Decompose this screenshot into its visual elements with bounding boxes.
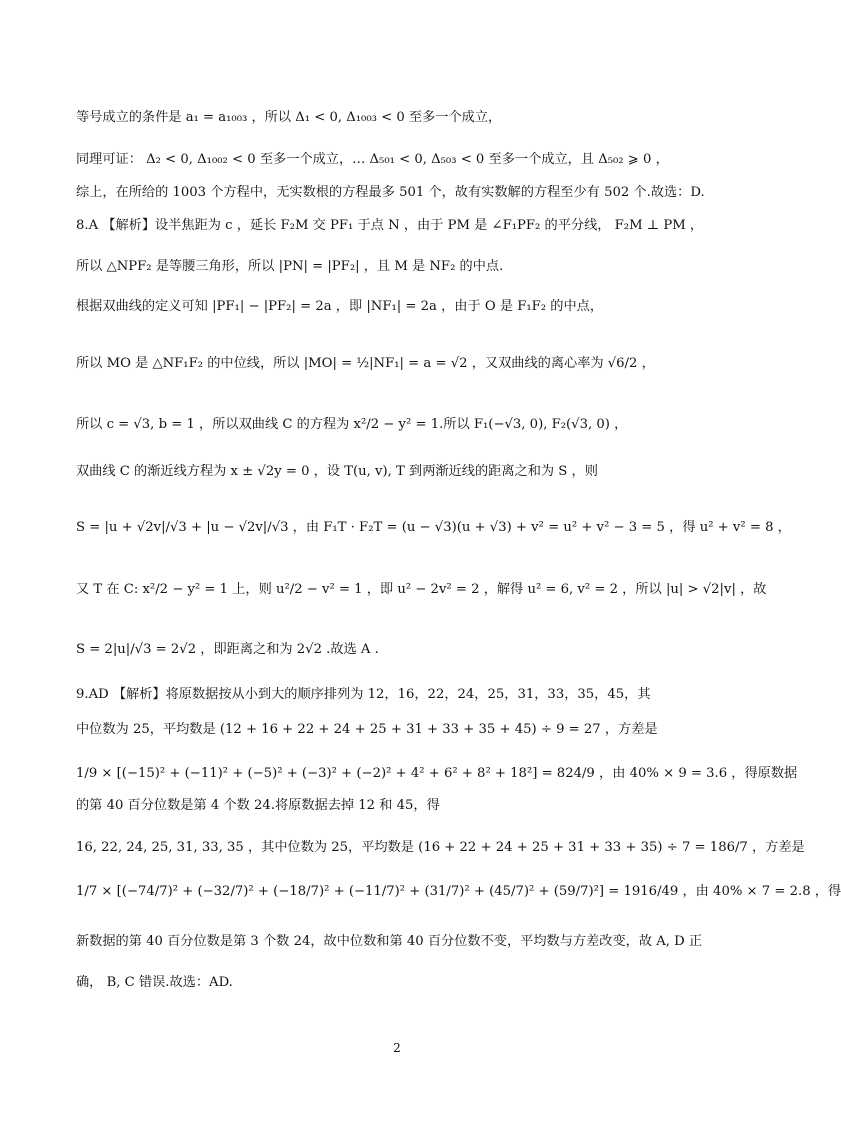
text-line: 等号成立的条件是 a₁ = a₁₀₀₃ ，所以 Δ₁ < 0, Δ₁₀₀₃ < 0 至多一个成立， (76, 110, 502, 125)
text-line: 8.A 【解析】设半焦距为 c ，延长 F₂M 交 PF₁ 于点 N ，由于 PM 是 ∠F₁PF₂ 的平分线， F₂M ⊥ PM ， (76, 218, 704, 233)
text-line: 同理可证： Δ₂ < 0, Δ₁₀₀₂ < 0 至多一个成立，… Δ₅₀₁ < 0, Δ₅₀₃ < 0 至多一个成立，且 Δ₅₀₂ ⩾ 0 ， (76, 152, 669, 167)
text-line: S = |u + √2v|/√3 + |u − √2v|/√3 ，由 F₁T · F₂T = (u − √3)(u + √3) + v² = u² + v² − 3 = 5 ，得 u² + v² = 8 ， (76, 520, 791, 535)
text-line: 9.AD 【解析】将原数据按从小到大的顺序排列为 12，16，22，24，25，31，33，35，45，其 (76, 687, 651, 702)
text-line: 所以 MO 是 △NF₁F₂ 的中位线，所以 |MO| = ½|NF₁| = a = √2 ，又双曲线的离心率为 √6/2 ， (76, 356, 655, 371)
text-line: 的第 40 百分位数是第 4 个数 24.将原数据去掉 12 和 45，得 (76, 798, 440, 813)
text-line: 新数据的第 40 百分位数是第 3 个数 24，故中位数和第 40 百分位数不变，平均数与方差改变，故 A, D 正 (76, 934, 703, 949)
text-line: 又 T 在 C: x²/2 − y² = 1 上，则 u²/2 − v² = 1 ，即 u² − 2v² = 2 ，解得 u² = 6, v² = 2 ，所以 |u| > √2|v| ，故 (76, 582, 767, 597)
text-line: 1/9 × [(−15)² + (−11)² + (−5)² + (−3)² + (−2)² + 4² + 6² + 8² + 18²] = 824/9 ，由 40% × 9 = 3.6 ，得原数据 (76, 766, 798, 781)
text-line: 所以 △NPF₂ 是等腰三角形，所以 |PN| = |PF₂| ，且 M 是 NF₂ 的中点. (76, 259, 504, 274)
text-line: 中位数为 25，平均数是 (12 + 16 + 22 + 24 + 25 + 31 + 33 + 35 + 45) ÷ 9 = 27 ，方差是 (76, 722, 658, 737)
text-line: 所以 c = √3, b = 1 ，所以双曲线 C 的方程为 x²/2 − y² = 1.所以 F₁(−√3, 0), F₂(√3, 0) ， (76, 417, 628, 432)
text-line: 综上，在所给的 1003 个方程中，无实数根的方程最多 501 个，故有实数解的方程至少有 502 个.故选：D. (76, 185, 705, 200)
text-line: S = 2|u|/√3 = 2√2 ，即距离之和为 2√2 .故选 A . (76, 642, 379, 657)
text-line: 1/7 × [(−74/7)² + (−32/7)² + (−18/7)² + (−11/7)² + (31/7)² + (45/7)² + (59/7)²] = 1916/49 ，由 40% × 7 = 2.8 ，得 (76, 884, 841, 899)
page-number: 2 (393, 1041, 401, 1055)
text-line: 16, 22, 24, 25, 31, 33, 35 ，其中位数为 25，平均数是 (16 + 22 + 24 + 25 + 31 + 33 + 35) ÷ 7 = 186/7 ，方差是 (76, 840, 805, 855)
text-line: 根据双曲线的定义可知 |PF₁| − |PF₂| = 2a ，即 |NF₁| = 2a ，由于 O 是 F₁F₂ 的中点， (76, 299, 604, 314)
text-line: 双曲线 C 的渐近线方程为 x ± √2y = 0 ，设 T(u, v), T 到两渐近线的距离之和为 S ，则 (76, 464, 598, 479)
text-line: 确， B, C 错误.故选：AD. (76, 975, 233, 990)
